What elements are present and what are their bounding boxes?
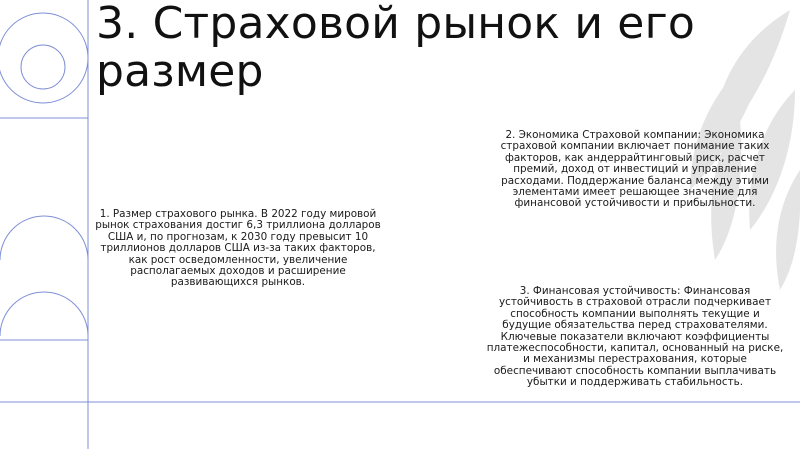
paragraph-market-size: 1. Размер страхового рынка. В 2022 году мировой рынок страхования достиг 6,3 триллиона долларов США и, по прогнозам, к 2030 году превысит 10 триллионов долларов США из-за таких факторов, как рост осведомленности, увеличение располагаемых доходов и расширение развивающихся рынков. bbox=[95, 208, 381, 289]
paragraph-company-economics: 2. Экономика Страховой компании: Экономика страховой компании включает понимание таких факторов, как андеррайтинговый риск, расчет премий, доход от инвестиций и управление расходами. Поддержание баланса между этими элементами имеет решающее значение для финансовой устойчивости и прибыльности. bbox=[500, 129, 770, 210]
deco-arc-upper bbox=[0, 216, 88, 260]
paragraph-financial-stability: 3. Финансовая устойчивость: Финансовая устойчивость в страховой отрасли подчеркивает способность компании выполнять текущие и будущие обязательства перед страхователями. Ключевые показатели включают коэффициенты платежеспособности, капитал, основанный на риске, и механизмы перестрахования, которые обеспечивают способность компании выплачивать убытки и поддерживать стабильность. bbox=[486, 285, 784, 389]
deco-arc-lower bbox=[0, 292, 88, 336]
deco-circle-small bbox=[21, 45, 65, 89]
slide-title: 3. Страховой рынок и его размер bbox=[96, 0, 696, 97]
deco-circle-large bbox=[0, 13, 88, 103]
